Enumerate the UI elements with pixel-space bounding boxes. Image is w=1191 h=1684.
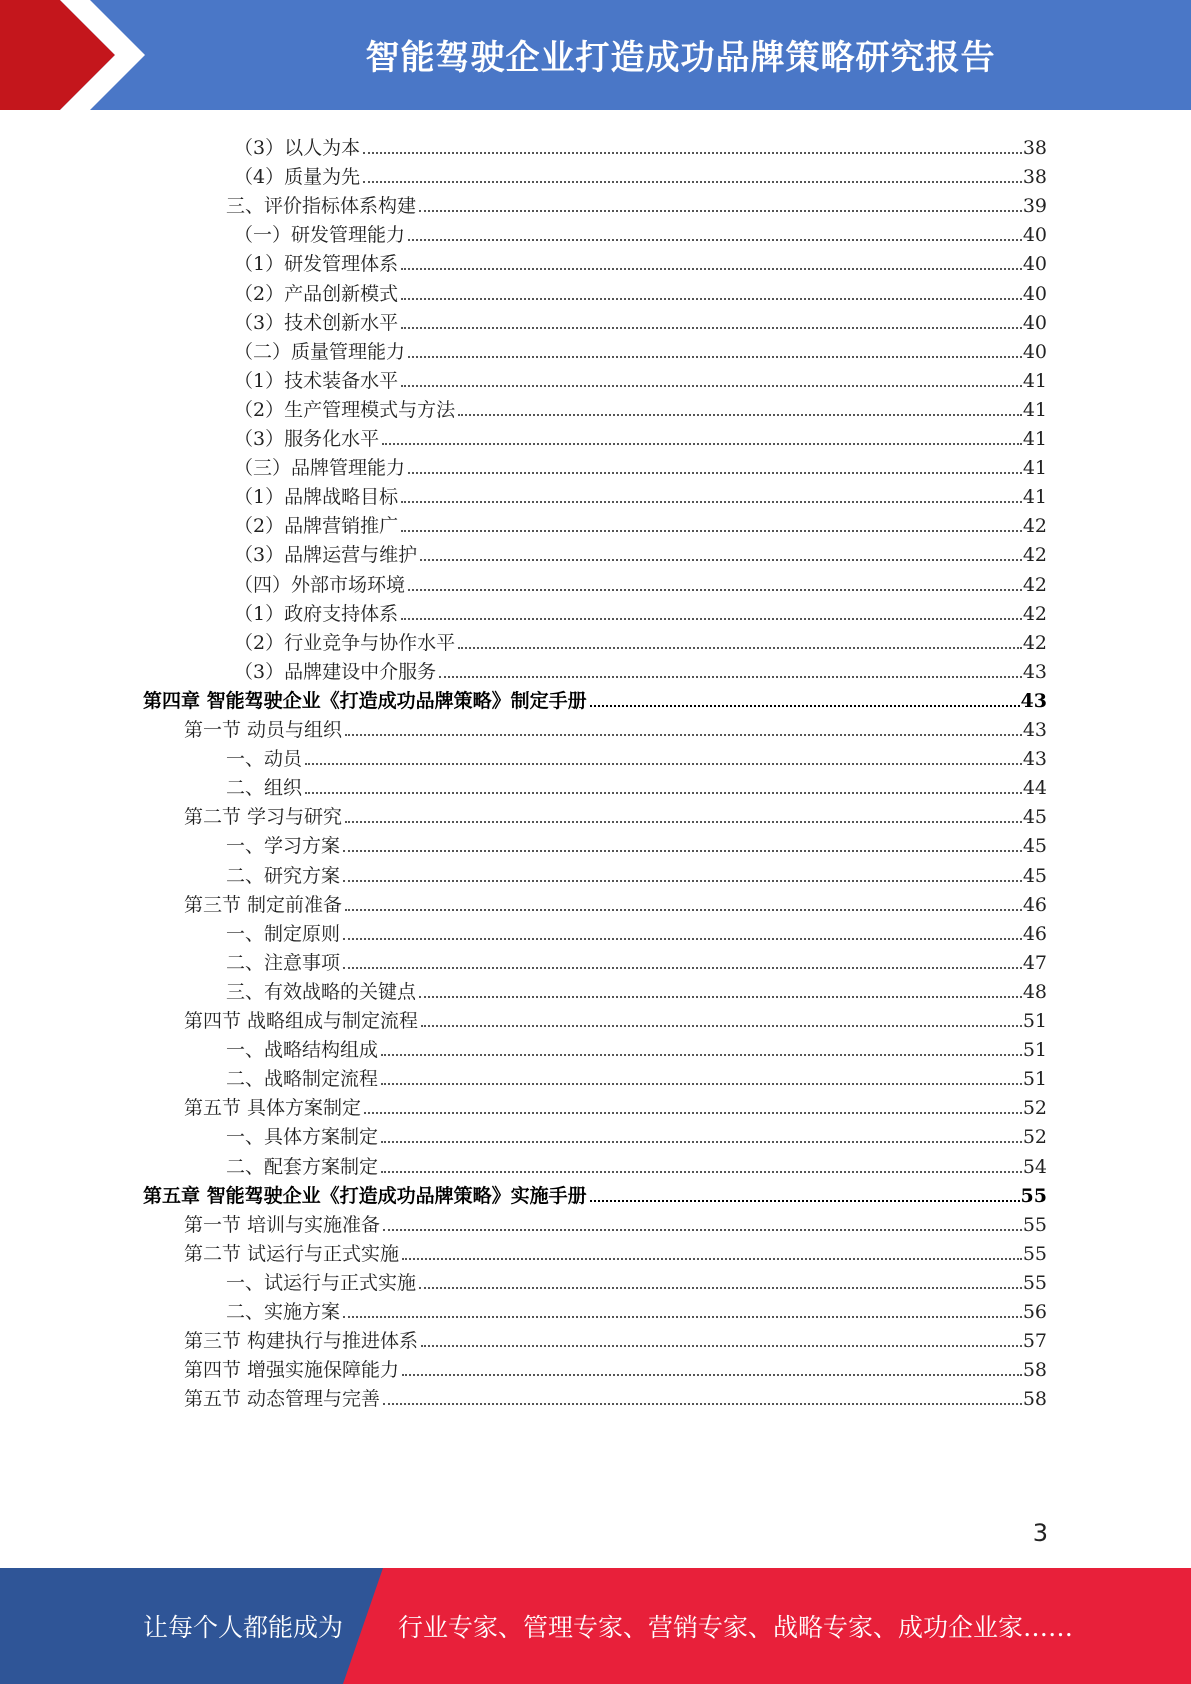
toc-entry-page: 51	[1022, 1068, 1047, 1091]
toc-entry-page: 51	[1022, 1010, 1047, 1032]
toc-entry-page: 40	[1022, 282, 1047, 305]
toc-entry[interactable]	[234, 506, 1047, 537]
toc-entry-page: 43	[1022, 660, 1047, 683]
toc-entry-label: （3）技术创新水平	[234, 311, 399, 334]
toc-entry[interactable]	[226, 856, 1047, 887]
toc-entry[interactable]	[234, 448, 1047, 479]
toc-entry-label: 第三节 制定前准备	[184, 893, 343, 916]
toc-leader-dots	[343, 967, 1022, 969]
toc-leader-dots	[345, 734, 1022, 736]
toc-entry-label: （3）以人为本	[234, 137, 361, 159]
toc-entry-label: 第四节 战略组成与制定流程	[184, 1010, 419, 1032]
toc-entry-label: （1）技术装备水平	[234, 369, 399, 392]
toc-entry[interactable]	[184, 1379, 1047, 1410]
toc-entry-page: 42	[1022, 544, 1047, 567]
toc-leader-dots	[421, 1345, 1022, 1347]
toc-entry-page: 45	[1022, 864, 1047, 887]
toc-leader-dots	[364, 1112, 1022, 1114]
toc-leader-dots	[408, 356, 1022, 358]
toc-leader-dots	[363, 152, 1022, 154]
toc-entry-label: 三、评价指标体系构建	[226, 195, 417, 218]
toc-entry[interactable]	[226, 943, 1047, 974]
toc-entry[interactable]	[234, 535, 1047, 566]
toc-entry-page: 40	[1022, 340, 1047, 363]
toc-entry-label: 二、实施方案	[226, 1301, 341, 1323]
footer-slogan-right: 行业专家、管理专家、营销专家、战略专家、成功企业家……	[398, 1613, 1074, 1642]
toc-entry-label: 一、学习方案	[226, 835, 341, 858]
toc-leader-dots	[305, 792, 1022, 794]
toc-entry-page: 41	[1022, 428, 1047, 450]
toc-entry-page: 43	[1020, 689, 1047, 712]
toc-entry-page: 54	[1022, 1155, 1047, 1178]
toc-entry-page: 40	[1022, 311, 1047, 334]
toc-leader-dots	[305, 763, 1022, 765]
toc-entry-page: 57	[1022, 1330, 1047, 1353]
toc-entry-page: 58	[1022, 1388, 1047, 1411]
toc-entry[interactable]	[234, 361, 1047, 392]
toc-leader-dots	[381, 1141, 1022, 1143]
toc-entry-label: 第五节 动态管理与完善	[184, 1388, 381, 1411]
toc-entry-page: 46	[1022, 922, 1047, 945]
toc-leader-dots	[590, 1200, 1020, 1202]
toc-entry-page: 43	[1022, 719, 1047, 741]
toc-entry-page: 52	[1022, 1126, 1047, 1149]
toc-entry-page: 48	[1022, 980, 1047, 1003]
toc-entry[interactable]	[234, 419, 1047, 450]
toc-leader-dots	[401, 268, 1022, 270]
toc-entry-label: （4）质量为先	[234, 166, 361, 189]
toc-leader-dots	[382, 443, 1022, 445]
toc-entry-label: 一、战略结构组成	[226, 1039, 379, 1062]
toc-leader-dots	[343, 938, 1022, 940]
toc-entry-label: 二、研究方案	[226, 864, 341, 887]
toc-entry[interactable]	[234, 390, 1047, 421]
toc-entry-label: （二）质量管理能力	[234, 340, 406, 363]
toc-entry-page: 58	[1022, 1359, 1047, 1382]
toc-entry[interactable]	[226, 1030, 1047, 1061]
toc-entry[interactable]	[234, 332, 1047, 363]
toc-entry[interactable]	[184, 1234, 1047, 1265]
toc-chapter-entry[interactable]	[143, 1176, 1047, 1207]
toc-entry-page: 41	[1022, 369, 1047, 392]
toc-leader-dots	[419, 210, 1022, 212]
toc-entry[interactable]	[226, 186, 1047, 217]
toc-leader-dots	[408, 239, 1022, 241]
toc-entry-page: 51	[1022, 1039, 1047, 1062]
toc-entry-page: 42	[1022, 631, 1047, 654]
toc-leader-dots	[345, 909, 1022, 911]
toc-chapter-entry[interactable]	[143, 681, 1047, 712]
toc-entry-page: 52	[1022, 1097, 1047, 1120]
toc-leader-dots	[458, 647, 1022, 649]
toc-entry-label: 三、有效战略的关键点	[226, 980, 417, 1003]
toc-entry[interactable]	[184, 1088, 1047, 1119]
toc-entry-page: 42	[1022, 602, 1047, 625]
toc-entry-page: 38	[1022, 166, 1047, 189]
toc-entry-page: 45	[1022, 806, 1047, 829]
toc-entry-page: 44	[1022, 777, 1047, 800]
toc-entry-page: 42	[1022, 515, 1047, 538]
toc-entry[interactable]	[226, 1147, 1047, 1178]
toc-entry[interactable]	[226, 914, 1047, 945]
toc-leader-dots	[345, 821, 1022, 823]
toc-entry-label: （1）研发管理体系	[234, 253, 399, 276]
toc-leader-dots	[383, 1403, 1022, 1405]
toc-entry[interactable]	[226, 1263, 1047, 1294]
toc-entry[interactable]	[184, 1321, 1047, 1352]
page-number: 3	[1032, 1519, 1048, 1547]
toc-entry[interactable]	[234, 128, 1047, 159]
toc-entry-page: 40	[1022, 253, 1047, 276]
toc-leader-dots	[381, 1054, 1022, 1056]
toc-entry[interactable]	[234, 157, 1047, 188]
toc-entry[interactable]	[234, 652, 1047, 683]
toc-leader-dots	[381, 1083, 1022, 1085]
toc-entry-label: 第四章 智能驾驶企业《打造成功品牌策略》制定手册	[143, 689, 587, 712]
toc-entry[interactable]	[226, 826, 1047, 857]
toc-entry-page: 45	[1022, 835, 1047, 858]
toc-leader-dots	[401, 327, 1022, 329]
report-title: 智能驾驶企业打造成功品牌策略研究报告	[365, 37, 996, 78]
toc-entry-label: 第五节 具体方案制定	[184, 1097, 362, 1120]
toc-leader-dots	[381, 1171, 1022, 1173]
toc-entry-label: （一）研发管理能力	[234, 224, 406, 247]
toc-entry[interactable]	[184, 710, 1047, 741]
toc-entry[interactable]	[234, 477, 1047, 508]
toc-entry[interactable]	[226, 739, 1047, 770]
toc-entry-label: 一、制定原则	[226, 922, 341, 945]
toc-entry-page: 46	[1022, 893, 1047, 916]
toc-entry[interactable]	[234, 303, 1047, 334]
toc-leader-dots	[402, 1258, 1022, 1260]
toc-entry-label: 第三节 构建执行与推进体系	[184, 1330, 419, 1353]
toc-entry-label: 第四节 增强实施保障能力	[184, 1359, 400, 1382]
toc-entry-page: 41	[1022, 486, 1047, 509]
toc-leader-dots	[401, 530, 1022, 532]
toc-entry-label: （1）政府支持体系	[234, 602, 399, 625]
toc-entry-label: （2）品牌营销推广	[234, 515, 399, 538]
toc-entry[interactable]	[184, 797, 1047, 828]
toc-entry-page: 47	[1022, 951, 1047, 974]
toc-entry[interactable]	[226, 768, 1047, 799]
toc-entry-label: （2）生产管理模式与方法	[234, 398, 456, 421]
toc-leader-dots	[439, 676, 1022, 678]
toc-entry[interactable]	[184, 1205, 1047, 1236]
page-header	[0, 0, 1191, 110]
toc-leader-dots	[343, 850, 1022, 852]
toc-leader-dots	[383, 1229, 1022, 1231]
toc-entry[interactable]	[226, 1059, 1047, 1090]
toc-entry-page: 38	[1022, 137, 1047, 159]
toc-entry[interactable]	[226, 1117, 1047, 1148]
footer-slogan-left: 让每个人都能成为	[143, 1613, 344, 1642]
toc-leader-dots	[343, 1316, 1022, 1318]
toc-leader-dots	[401, 618, 1022, 620]
toc-leader-dots	[401, 501, 1022, 503]
toc-entry-page: 55	[1022, 1271, 1047, 1294]
header-arrow-graphic	[0, 0, 200, 110]
toc-leader-dots	[419, 996, 1022, 998]
toc-entry-label: （3）品牌建设中介服务	[234, 660, 437, 683]
toc-leader-dots	[402, 1374, 1022, 1376]
toc-entry-label: 一、具体方案制定	[226, 1126, 379, 1149]
toc-entry-label: 第五章 智能驾驶企业《打造成功品牌策略》实施手册	[143, 1184, 587, 1207]
toc-entry[interactable]	[226, 1292, 1047, 1323]
toc-leader-dots	[590, 705, 1020, 707]
toc-entry[interactable]	[234, 623, 1047, 654]
toc-entry-label: 二、注意事项	[226, 951, 341, 974]
toc-leader-dots	[419, 1287, 1022, 1289]
toc-entry-page: 55	[1020, 1184, 1047, 1207]
toc-entry-label: 二、战略制定流程	[226, 1068, 379, 1091]
toc-entry-label: 第二节 试运行与正式实施	[184, 1242, 400, 1265]
toc-entry[interactable]	[184, 885, 1047, 916]
toc-entry-label: 第二节 学习与研究	[184, 806, 343, 829]
toc-entry-label: 第一节 培训与实施准备	[184, 1213, 381, 1236]
toc-leader-dots	[421, 1025, 1022, 1027]
toc-entry-label: 一、试运行与正式实施	[226, 1271, 417, 1294]
toc-entry[interactable]	[226, 972, 1047, 1003]
toc-entry-label: 二、配套方案制定	[226, 1155, 379, 1178]
toc-entry-label: 二、组织	[226, 777, 303, 800]
toc-leader-dots	[401, 298, 1022, 300]
toc-entry-page: 56	[1022, 1301, 1047, 1323]
toc-entry-page: 39	[1022, 195, 1047, 218]
toc-entry-page: 55	[1022, 1213, 1047, 1236]
toc-leader-dots	[420, 559, 1022, 561]
toc-entry-label: （3）品牌运营与维护	[234, 544, 418, 567]
toc-entry[interactable]	[184, 1350, 1047, 1381]
page-footer	[0, 1568, 1191, 1684]
toc-leader-dots	[343, 880, 1022, 882]
toc-entry-page: 43	[1022, 748, 1047, 771]
toc-entry[interactable]	[234, 594, 1047, 625]
toc-entry-label: （3）服务化水平	[234, 428, 380, 450]
toc-leader-dots	[363, 181, 1022, 183]
toc-entry-label: （2）行业竞争与协作水平	[234, 631, 456, 654]
toc-entry-label: （2）产品创新模式	[234, 282, 399, 305]
toc-entry-label: （1）品牌战略目标	[234, 486, 399, 509]
toc-leader-dots	[458, 414, 1022, 416]
toc-entry[interactable]	[184, 1001, 1047, 1032]
toc-entry-label: （四）外部市场环境	[234, 573, 406, 596]
toc-entry[interactable]	[234, 215, 1047, 246]
toc-leader-dots	[408, 472, 1022, 474]
toc-leader-dots	[408, 589, 1022, 591]
toc-entry-label: 一、动员	[226, 748, 303, 771]
toc-entry[interactable]	[234, 244, 1047, 275]
toc-entry-page: 41	[1022, 457, 1047, 480]
toc-entry-label: （三）品牌管理能力	[234, 457, 406, 480]
toc-entry-page: 55	[1022, 1242, 1047, 1265]
toc-entry-label: 第一节 动员与组织	[184, 719, 343, 741]
toc-entry-page: 41	[1022, 398, 1047, 421]
toc-leader-dots	[401, 385, 1022, 387]
toc-entry[interactable]	[234, 274, 1047, 305]
toc-entry-page: 40	[1022, 224, 1047, 247]
toc-entry-page: 42	[1022, 573, 1047, 596]
toc-entry[interactable]	[234, 565, 1047, 596]
